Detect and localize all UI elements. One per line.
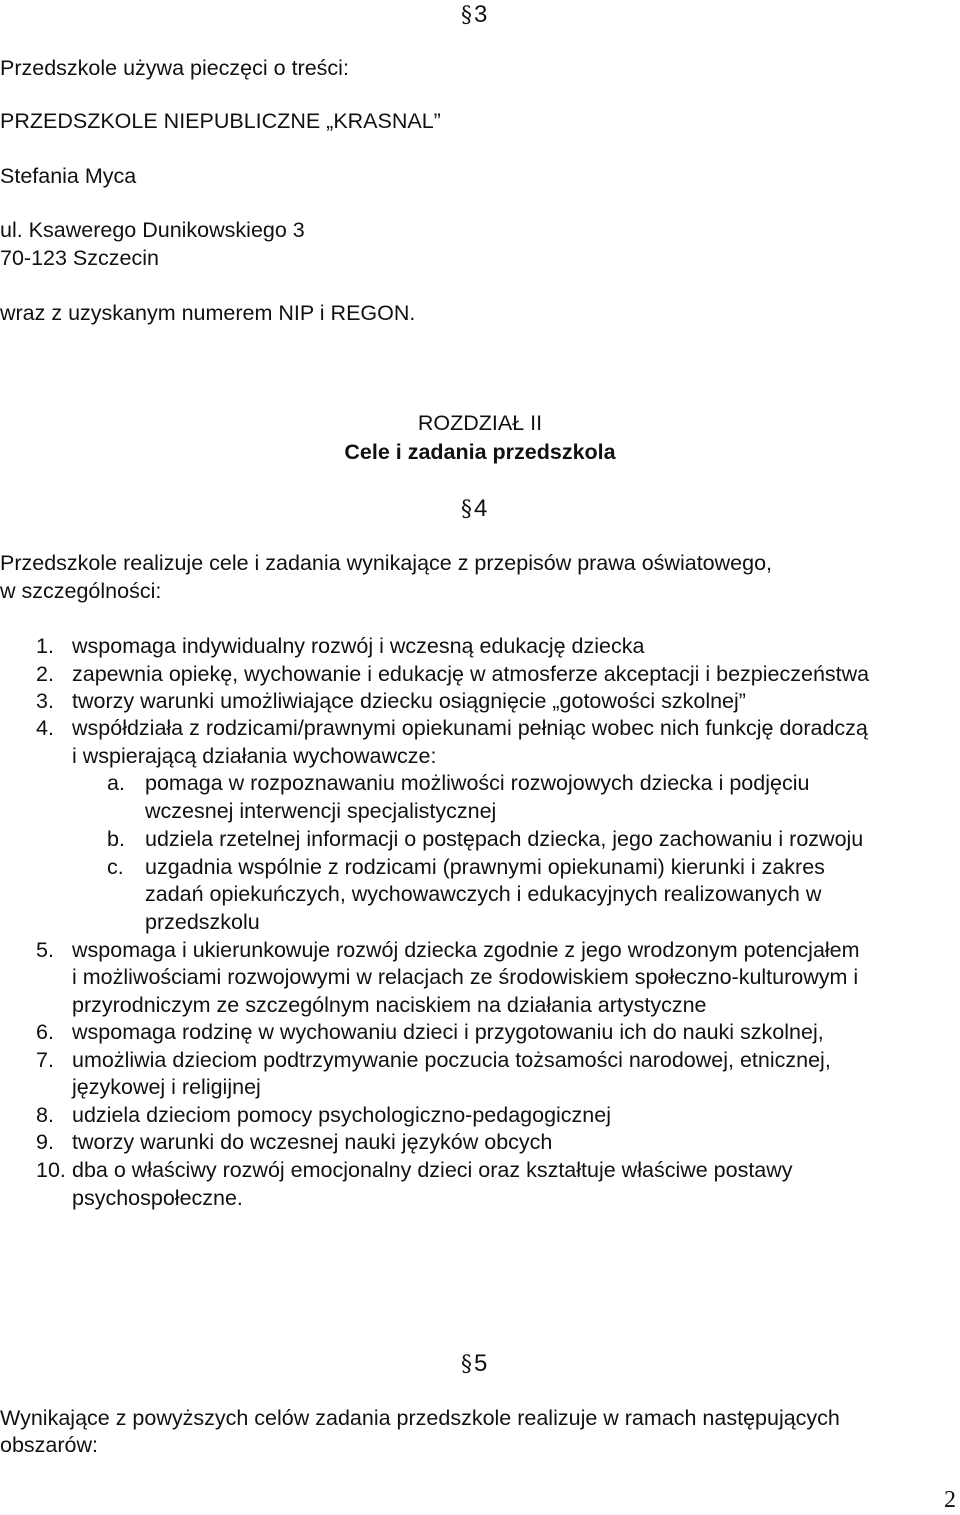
list-item-text: tworzy warunki umożliwiające dziecku osiągnięcie „gotowości szkolnej” <box>72 689 746 713</box>
chapter-label: ROZDZIAŁ II <box>417 411 543 435</box>
list-item-number: 2. <box>36 662 54 686</box>
list-item-text: zapewnia opiekę, wychowanie i edukację w atmosferze akceptacji i bezpieczeństwa <box>72 662 870 686</box>
lead-line: Przedszkole realizuje cele i zadania wynikające z przepisów prawa oświatowego, <box>0 551 772 575</box>
list-item-number: 8. <box>36 1103 54 1127</box>
list-item-text: i możliwościami rozwojowymi w relacjach ze środowiskiem społeczno-kulturowym i <box>72 965 859 989</box>
sublist-item-text: uzgadnia wspólnie z rodzicami (prawnymi opiekunami) kierunki i zakres <box>145 855 825 879</box>
sublist-item-text: przedszkolu <box>145 910 260 934</box>
sublist-item-letter: b. <box>107 827 125 851</box>
list-item-text: psychospołeczne. <box>72 1186 243 1210</box>
stamp-street: ul. Ksawerego Dunikowskiego 3 <box>0 218 305 242</box>
list-item-number: 10. <box>36 1158 66 1182</box>
nip-regon-line: wraz z uzyskanym numerem NIP i REGON. <box>0 301 416 325</box>
sublist-item-text: wczesnej interwencji specjalistycznej <box>145 799 497 823</box>
list-item-number: 1. <box>36 634 54 658</box>
list-item-text: tworzy warunki do wczesnej nauki języków obcych <box>72 1130 553 1154</box>
section-4-heading: §4 <box>461 495 488 522</box>
lead-line: w szczególności: <box>0 579 162 603</box>
list-item-number: 5. <box>36 938 54 962</box>
section-5-heading: §5 <box>461 1350 488 1377</box>
list-item-text: przyrodniczym ze szczególnym naciskiem na działania artystyczne <box>72 993 707 1017</box>
stamp-city: 70-123 Szczecin <box>0 246 159 270</box>
list-item-number: 3. <box>36 689 54 713</box>
intro-line: Przedszkole używa pieczęci o treści: <box>0 56 349 80</box>
sublist-item-text: zadań opiekuńczych, wychowawczych i edukacyjnych realizowanych w <box>145 882 822 906</box>
list-item-text: i wspierającą działania wychowawcze: <box>72 744 437 768</box>
list-item-text: umożliwia dzieciom podtrzymywanie poczucia tożsamości narodowej, etnicznej, <box>72 1048 831 1072</box>
stamp-owner: Stefania Myca <box>0 164 137 188</box>
sublist-item-text: pomaga w rozpoznawaniu możliwości rozwojowych dziecka i podjęciu <box>145 771 810 795</box>
list-item-number: 6. <box>36 1020 54 1044</box>
chapter-title: Cele i zadania przedszkola <box>344 440 616 464</box>
outro-line: Wynikające z powyższych celów zadania przedszkole realizuje w ramach następujących <box>0 1406 840 1430</box>
list-item-number: 9. <box>36 1130 54 1154</box>
sublist-item-text: udziela rzetelnej informacji o postępach dziecka, jego zachowaniu i rozwoju <box>145 827 864 851</box>
list-item-text: udziela dzieciom pomocy psychologiczno-pedagogicznej <box>72 1103 612 1127</box>
outro-line: obszarów: <box>0 1433 98 1457</box>
page-number: 2 <box>944 1487 956 1513</box>
list-item-text: wspomaga i ukierunkowuje rozwój dziecka zgodnie z jego wrodzonym potencjałem <box>72 938 860 962</box>
list-item-number: 4. <box>36 716 54 740</box>
list-item-text: wspomaga rodzinę w wychowaniu dzieci i przygotowaniu ich do nauki szkolnej, <box>72 1020 824 1044</box>
list-item-text: współdziała z rodzicami/prawnymi opiekunami pełniąc wobec nich funkcję doradczą <box>72 716 868 740</box>
list-item-text: językowej i religijnej <box>72 1075 261 1099</box>
list-item-text: wspomaga indywidualny rozwój i wczesną edukację dziecka <box>72 634 645 658</box>
list-item-text: dba o właściwy rozwój emocjonalny dzieci oraz kształtuje właściwe postawy <box>72 1158 793 1182</box>
list-item-number: 7. <box>36 1048 54 1072</box>
sublist-item-letter: c. <box>107 855 124 879</box>
section-3-heading: §3 <box>461 1 488 28</box>
sublist-item-letter: a. <box>107 771 125 795</box>
stamp-name: PRZEDSZKOLE NIEPUBLICZNE „KRASNAL” <box>0 109 441 133</box>
